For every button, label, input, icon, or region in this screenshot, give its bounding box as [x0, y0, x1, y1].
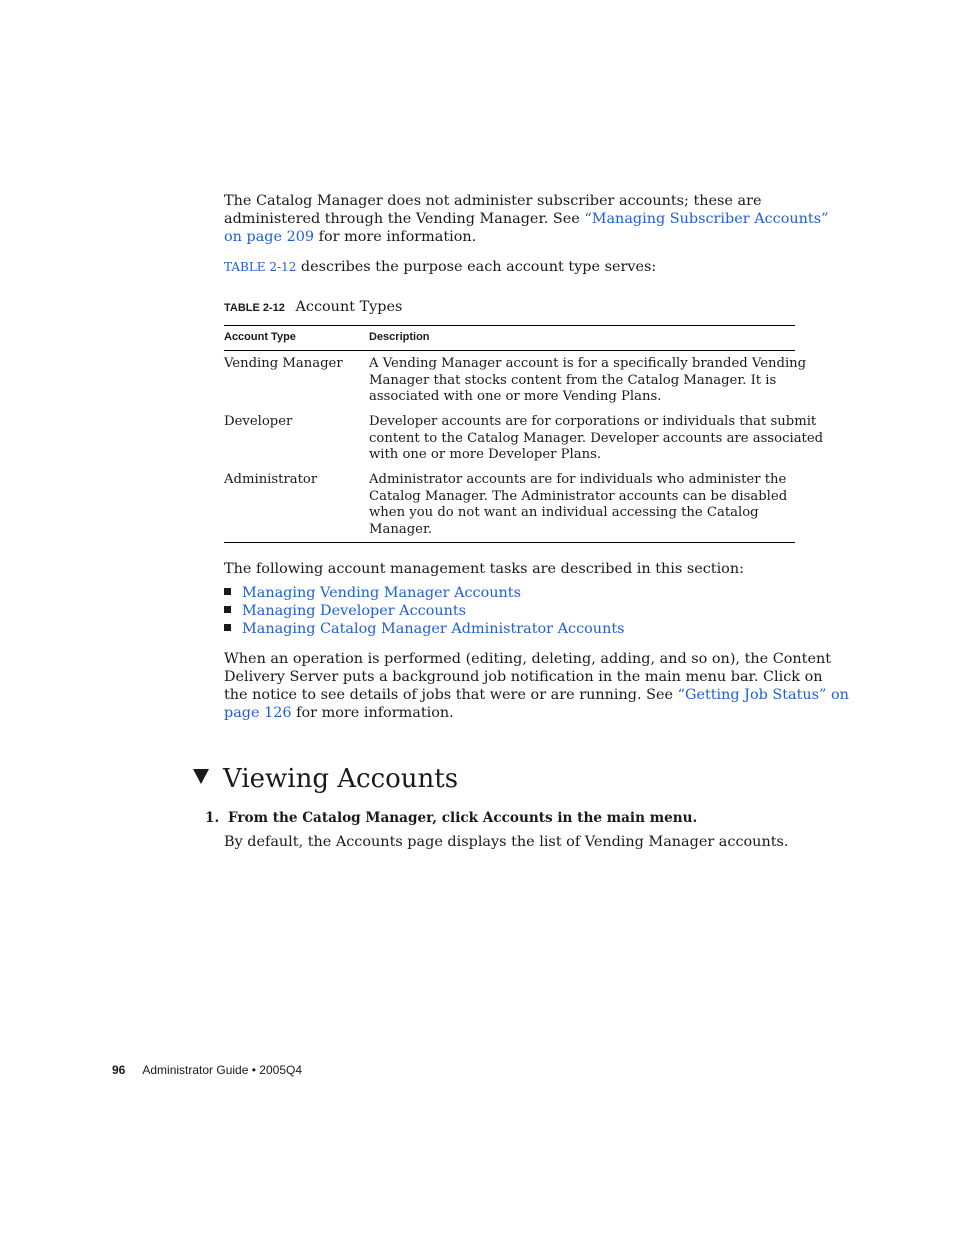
description-line: content to the Catalog Manager. Developer accounts are associated: [369, 430, 824, 446]
table-header-rule: [224, 350, 795, 351]
page-footer: [112, 1063, 302, 1077]
table-bottom-rule: [224, 542, 795, 543]
section-heading: [193, 762, 458, 796]
page-number: 96: [112, 1063, 126, 1077]
bullet-icon: [224, 606, 231, 613]
intro-line-3-text: for more information.: [314, 229, 477, 245]
step-number: 1.: [205, 810, 220, 826]
description-line: Developer accounts are for corporations or individuals that submit: [369, 414, 817, 429]
managing-administrator-accounts-link[interactable]: Managing Catalog Manager Administrator Accounts: [242, 621, 625, 637]
list-item: [224, 584, 521, 602]
table-cell-account-type: Vending Manager: [224, 356, 343, 371]
table-header-description: Description: [369, 331, 430, 343]
description-line: Manager that stocks content from the Catalog Manager. It is: [369, 372, 777, 388]
footer-guide-title: Administrator Guide: [142, 1063, 249, 1077]
table-reference: [224, 258, 796, 276]
step-1: [205, 809, 697, 827]
table-cell-description: [369, 472, 787, 538]
managing-vending-manager-accounts-link[interactable]: Managing Vending Manager Accounts: [242, 585, 521, 601]
description-line: with one or more Developer Plans.: [369, 447, 602, 462]
operation-paragraph: [224, 650, 849, 722]
description-line: A Vending Manager account is for a specifically branded Vending: [369, 356, 807, 371]
getting-job-status-link[interactable]: “Getting Job Status” on: [677, 687, 849, 703]
operation-line-1: When an operation is performed (editing, deleting, adding, and so on), the Content: [224, 651, 832, 667]
intro-paragraph: [224, 192, 829, 246]
section-title: Viewing Accounts: [223, 764, 459, 794]
footer-version: 2005Q4: [259, 1063, 302, 1077]
table-reference-text: describes the purpose each account type serves:: [296, 259, 657, 275]
list-item: [224, 602, 466, 620]
page-209-link[interactable]: on page 209: [224, 229, 315, 245]
page-126-link[interactable]: page 126: [224, 705, 292, 721]
triangle-down-icon: [193, 769, 209, 784]
operation-line-2: Delivery Server puts a background job notification in the main menu bar. Click on: [224, 669, 823, 685]
table-2-12-link[interactable]: TABLE 2-12: [224, 260, 297, 274]
intro-line-2-text: administered through the Vending Manager. See: [224, 211, 585, 227]
description-line: Administrator accounts are for individuals who administer the: [369, 472, 787, 487]
managing-subscriber-accounts-link[interactable]: “Managing Subscriber Accounts”: [584, 211, 829, 227]
table-top-rule: [224, 325, 795, 326]
tasks-intro: The following account management tasks are described in this section:: [224, 561, 744, 577]
table-caption: [224, 298, 402, 317]
footer-separator: •: [251, 1063, 256, 1077]
table-header-account-type: Account Type: [224, 331, 296, 343]
bullet-icon: [224, 624, 231, 631]
description-line: Catalog Manager. The Administrator accounts can be disabled: [369, 488, 788, 504]
operation-line-4-text: for more information.: [291, 705, 454, 721]
operation-line-3-text: the notice to see details of jobs that were or are running. See: [224, 687, 678, 703]
managing-developer-accounts-link[interactable]: Managing Developer Accounts: [242, 603, 467, 619]
table-cell-account-type: Developer: [224, 414, 293, 429]
table-cell-description: [369, 414, 823, 464]
step-result: By default, the Accounts page displays the list of Vending Manager accounts.: [224, 834, 789, 850]
table-cell-description: [369, 356, 806, 406]
table-caption-label: TABLE 2-12: [224, 302, 285, 314]
intro-line-1: The Catalog Manager does not administer subscriber accounts; these are: [224, 193, 762, 209]
list-item: [224, 620, 625, 638]
step-text: From the Catalog Manager, click Accounts in the main menu.: [227, 810, 698, 826]
table-caption-title: Account Types: [295, 299, 403, 315]
description-line: associated with one or more Vending Plans.: [369, 389, 662, 404]
table-cell-account-type: Administrator: [224, 472, 318, 487]
description-line: Manager.: [369, 521, 433, 537]
bullet-icon: [224, 588, 231, 595]
description-line: when you do not want an individual accessing the Catalog: [369, 505, 759, 520]
